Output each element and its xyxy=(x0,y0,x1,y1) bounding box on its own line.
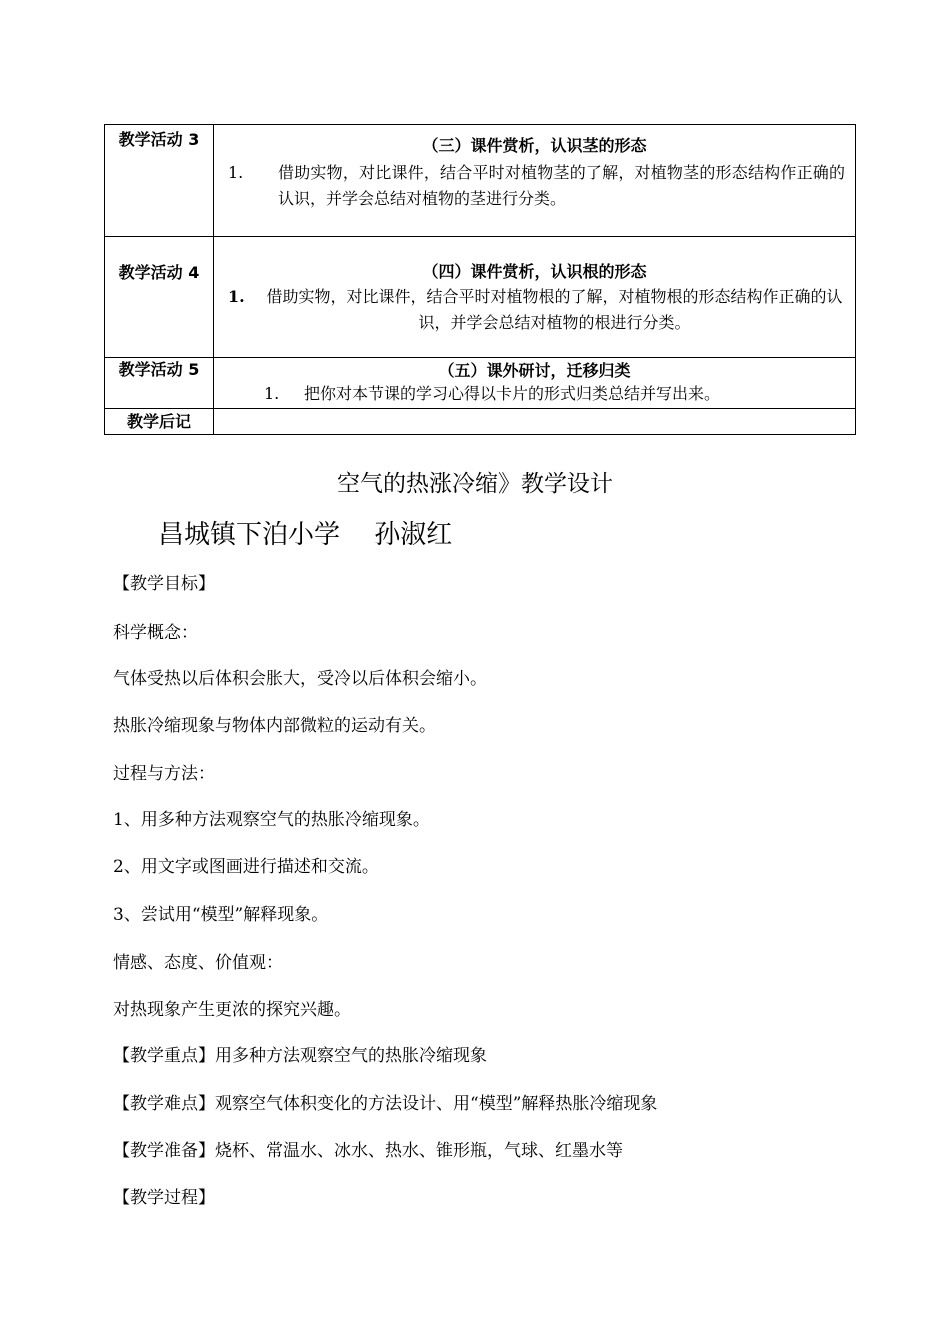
item-text: 借助实物，对比课件，结合平时对植物根的了解，对植物根的形态结构作正确的认识，并学会总结对植物的根进行分类。 xyxy=(266,287,843,332)
paragraph: 【教学准备】烧杯、常温水、冰水、热水、锥形瓶，气球、红墨水等 xyxy=(113,1141,623,1161)
paragraph: 3、尝试用“模型”解释现象。 xyxy=(113,905,329,925)
page-title: 空气的热涨冷缩》教学设计 xyxy=(337,471,613,497)
paragraph: 2、用文字或图画进行描述和交流。 xyxy=(113,857,379,877)
row-content-cell xyxy=(214,237,856,358)
row-label-cell xyxy=(105,125,214,237)
row-content-cell xyxy=(214,125,856,237)
activity-heading: （四）课件赏析，认识根的形态 xyxy=(422,262,647,281)
activity-item xyxy=(214,382,855,406)
paragraph: 情感、态度、价值观： xyxy=(113,953,283,973)
paragraph: 【教学难点】观察空气体积变化的方法设计、用“模型”解释热胀冷缩现象 xyxy=(113,1094,658,1114)
table-row xyxy=(105,237,856,358)
item-text: 把你对本节课的学习心得以卡片的形式归类总结并写出来。 xyxy=(304,384,721,403)
item-number: 1. xyxy=(264,384,280,403)
author-line: 昌城镇下泊小学 孙淑红 xyxy=(158,520,453,550)
activity-heading: （五）课外研讨，迁移归类 xyxy=(438,361,631,380)
paragraph: 【教学过程】 xyxy=(113,1188,215,1208)
paragraph: 热胀冷缩现象与物体内部微粒的运动有关。 xyxy=(113,716,436,736)
activities-table xyxy=(104,124,856,435)
row-label-cell xyxy=(105,237,214,358)
row-content-cell xyxy=(214,358,856,409)
activity-label: 教学后记 xyxy=(126,412,191,431)
activity-item xyxy=(214,284,855,336)
row-content-cell xyxy=(214,409,856,435)
activity-item xyxy=(214,160,855,212)
activity-label: 教学活动 3 xyxy=(118,130,200,149)
table-row xyxy=(105,409,856,435)
activity-label: 教学活动 4 xyxy=(118,263,200,282)
paragraph: 【教学目标】 xyxy=(113,574,215,594)
paragraph: 过程与方法： xyxy=(113,764,215,784)
paragraph: 【教学重点】用多种方法观察空气的热胀冷缩现象 xyxy=(113,1046,487,1066)
table-row xyxy=(105,125,856,237)
paragraph: 1、用多种方法观察空气的热胀冷缩现象。 xyxy=(113,810,430,830)
activity-heading: （三）课件赏析，认识茎的形态 xyxy=(422,136,647,155)
item-text: 借助实物，对比课件，结合平时对植物茎的了解，对植物茎的形态结构作正确的认识，并学会总结对植物的茎进行分类。 xyxy=(278,163,845,208)
paragraph: 科学概念： xyxy=(113,623,198,643)
activity-label: 教学活动 5 xyxy=(118,360,200,379)
paragraph: 气体受热以后体积会胀大，受冷以后体积会缩小。 xyxy=(113,669,487,689)
row-label-cell xyxy=(105,358,214,409)
item-number: 1. xyxy=(228,287,245,306)
paragraph: 对热现象产生更浓的探究兴趣。 xyxy=(113,1000,351,1020)
table-row xyxy=(105,358,856,409)
row-label-cell xyxy=(105,409,214,435)
item-number: 1. xyxy=(228,163,244,182)
